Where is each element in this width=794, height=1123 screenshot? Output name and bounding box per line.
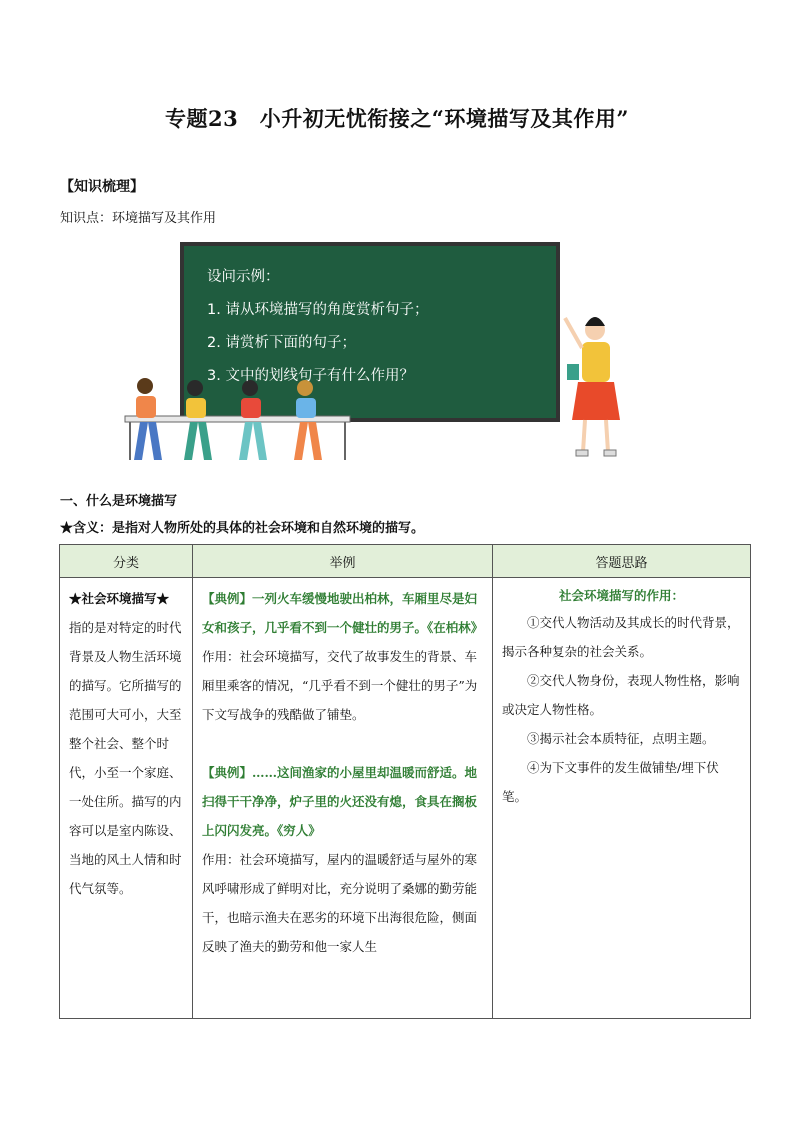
example-1-analysis: 作用：社会环境描写，交代了故事发生的背景、车厢里乘客的情况，“几乎看不到一个健壮的男子”为下文写战争的残酷做了铺垫。 <box>202 649 478 722</box>
section-heading: 【知识梳理】 <box>60 179 144 195</box>
page-title: 专题23 小升初无忧衔接之“环境描写及其作用” <box>165 106 629 131</box>
answer-item-1: ①交代人物活动及其成长的时代背景，揭示各种复杂的社会关系。 <box>502 615 740 659</box>
answer-item-2: ②交代人物身份，表现人物性格，影响或决定人物性格。 <box>502 673 740 717</box>
header-example: 举例 <box>193 545 493 578</box>
answer-title: 社会环境描写的作用： <box>558 588 684 603</box>
header-category: 分类 <box>60 545 193 578</box>
category-description: 指的是对特定的时代背景及人物生活环境的描写。它所描写的范围可大可小，大至整个社会、整个时代，小至一个家庭、一处住所。描写的内容可以是室内陈设、当地的风土人情和时代气氛等。 <box>69 620 182 896</box>
answer-item-4: ④为下文事件的发生做铺垫/埋下伏笔。 <box>502 760 719 804</box>
category-cell <box>60 578 193 1019</box>
board-item-2: 2. 请赏析下面的句子； <box>207 335 356 351</box>
example-2-analysis: 作用：社会环境描写，屋内的温暖舒适与屋外的寒风呼啸形成了鲜明对比，充分说明了桑娜的勤劳能干，也暗示渔夫在恶劣的环境下出海很危险，侧面反映了渔夫的勤劳和他一家人生 <box>202 852 478 954</box>
example-cell <box>193 578 493 1019</box>
board-heading: 设问示例： <box>207 269 280 285</box>
example-2-quote: 【典例】……这间渔家的小屋里却温暖而舒适。地扫得干干净净，炉子里的火还没有熄，食具在搁板上闪闪发亮。《穷人》 <box>202 765 478 838</box>
table-header-row <box>60 545 751 578</box>
answer-cell <box>493 578 751 1019</box>
header-answer: 答题思路 <box>493 545 751 578</box>
category-label: ★社会环境描写★ <box>69 591 170 606</box>
example-1-quote: 【典例】一列火车缓慢地驶出柏林，车厢里尽是妇女和孩子，几乎看不到一个健壮的男子。《在柏林》 <box>202 591 484 635</box>
answer-item-3: ③揭示社会本质特征，点明主题。 <box>527 731 715 746</box>
teacher-figure <box>565 317 620 456</box>
desk <box>125 416 350 422</box>
chalkboard-text <box>207 265 428 397</box>
definition-line: ★含义：是指对人物所处的具体的社会环境和自然环境的描写。 <box>60 521 425 536</box>
section-1-heading: 一、什么是环境描写 <box>60 494 178 509</box>
board-item-3: 3. 文中的划线句子有什么作用？ <box>207 368 414 384</box>
knowledge-point: 知识点：环境描写及其作用 <box>60 211 217 226</box>
board-item-1: 1. 请从环境描写的角度赏析句子； <box>207 302 429 318</box>
description-table <box>59 544 751 1019</box>
table-row <box>60 578 751 1019</box>
